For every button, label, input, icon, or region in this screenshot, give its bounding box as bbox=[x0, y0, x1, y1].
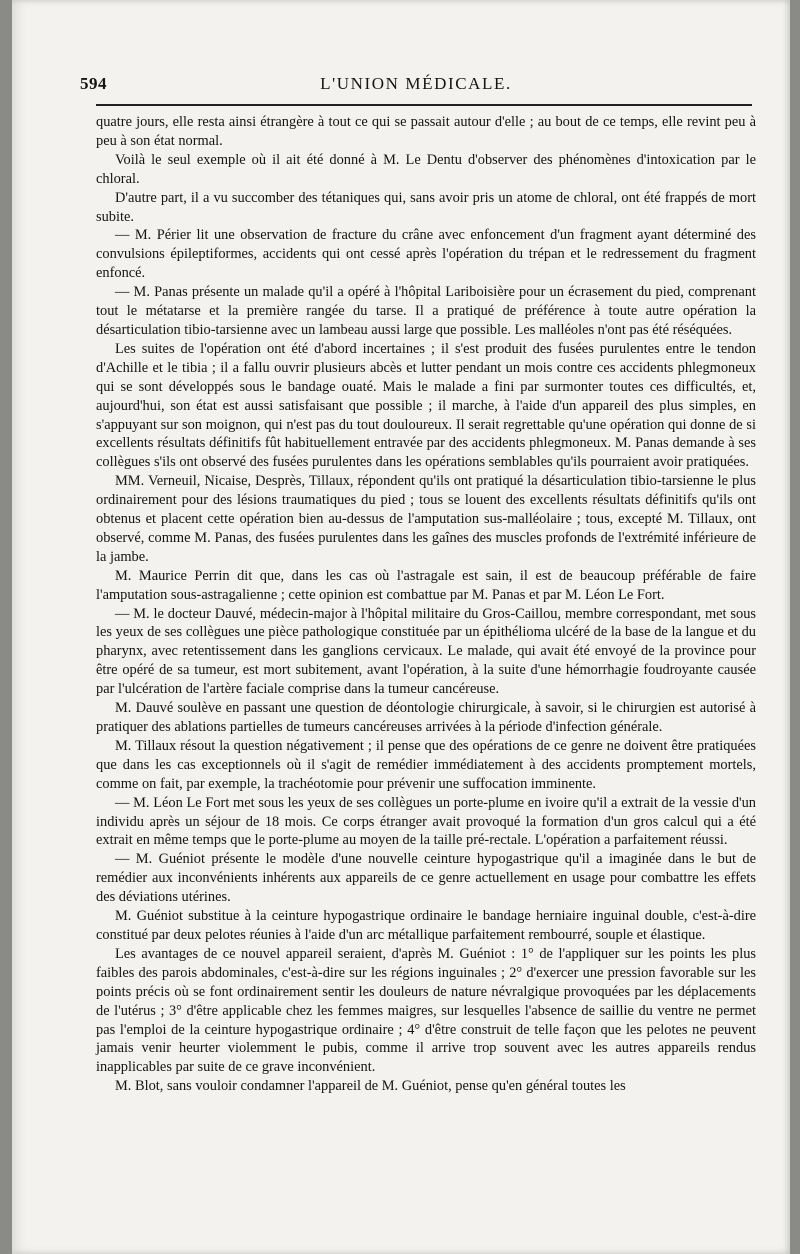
paragraph: M. Guéniot substitue à la ceinture hypogastrique ordinaire le bandage herniaire inguinal double, c'est-à-dire constitué par deux pelotes réunies à l'aide d'un arc métallique parfaitement rembourré, souple et élastique. bbox=[96, 908, 756, 943]
body-text bbox=[96, 113, 756, 1096]
paragraph: M. Blot, sans vouloir condamner l'appareil de M. Guéniot, pense qu'en général toutes les bbox=[115, 1078, 626, 1095]
header-rule bbox=[96, 104, 752, 106]
paragraph: MM. Verneuil, Nicaise, Desprès, Tillaux, répondent qu'ils ont pratiqué la désarticulation tibio-tarsienne le plus ordinairement pour des lésions traumatiques du pied ; tous se louent des excellents résultats définitifs qu'ils ont obtenus et placent cette opération bien au-dessus de l'amputation sus-malléolaire ; tous, excepté M. Tillaux, ont observé, comme M. Panas, des fusées purulentes dans les gaînes des muscles profonds de l'extrémité inférieure de la jambe. bbox=[96, 473, 756, 565]
page-header bbox=[80, 68, 752, 102]
paragraph: Les avantages de ce nouvel appareil seraient, d'après M. Guéniot : 1° de l'appliquer sur les points les plus faibles des parois abdominales, c'est-à-dire sur les régions inguinales ; 2° d'exercer une pression favorable sur les points précis où se font ordinairement sentir les douleurs de nature névralgique provoquées par les déplacements de l'utérus ; 3° d'être applicable chez les femmes maigres, sur lesquelles l'absence de saillie du ventre ne permet pas l'emploi de la ceinture hypogastrique ordinaire ; 4° d'être construit de telle façon que les pelotes ne peuvent jamais venir heurter violemment le pubis, comme il arrive trop souvent avec les autres appareils rendus inapplicables par suite de ce grave inconvénient. bbox=[96, 945, 756, 1076]
paragraph: — M. Périer lit une observation de fracture du crâne avec enfoncement d'un fragment ayant déterminé des convulsions épileptiformes, accidents qui ont cessé après l'opération du trépan et le redressement du fragment enfoncé. bbox=[96, 227, 756, 282]
paragraph: M. Tillaux résout la question négativement ; il pense que des opérations de ce genre ne doivent être pratiquées que dans les cas exceptionnels où il s'agit de remédier immédiatement à des accidents promptement mortels, comme on fait, par exemple, la trachéotomie pour prévenir une suffocation imminente. bbox=[96, 737, 756, 792]
page-number: 594 bbox=[80, 74, 107, 93]
running-title: L'UNION MÉDICALE. bbox=[320, 74, 512, 93]
paragraph: D'autre part, il a vu succomber des tétaniques qui, sans avoir pris un atome de chloral, ont été frappés de mort subite. bbox=[96, 189, 756, 225]
paragraph: quatre jours, elle resta ainsi étrangère à tout ce qui se passait autour d'elle ; au bout de ce temps, elle revint peu à peu à son état normal. bbox=[96, 114, 756, 149]
paragraph: — M. le docteur Dauvé, médecin-major à l'hôpital militaire du Gros-Caillou, membre correspondant, met sous les yeux de ses collègues une pièce pathologique constituée par un épithélioma ulcéré de la base de la langue et du pharynx, avec retentissement dans les ganglions cervicaux. Le malade, qui avait été envoyé de la province pour être opéré de sa tumeur, est mort subitement, avant l'opération, à la suite d'une hémorrhagie foudroyante causée par l'ulcération de l'artère faciale comprise dans la tumeur cancéreuse. bbox=[96, 605, 756, 698]
paragraph: — M. Léon Le Fort met sous les yeux de ses collègues un porte-plume en ivoire qu'il a extrait de la vessie d'un individu après un séjour de 18 mois. Ce corps étranger avait provoqué la formation d'un gros calcul qui a été extrait en même temps que le porte-plume au moyen de la taille pré-rectale. L'opération a parfaitement réussi. bbox=[96, 794, 756, 849]
paragraph: Voilà le seul exemple où il ait été donné à M. Le Dentu d'observer des phénomènes d'intoxication par le chloral. bbox=[96, 151, 756, 187]
paragraph: M. Maurice Perrin dit que, dans les cas où l'astragale est sain, il est de beaucoup préférable de faire l'amputation sous-astragalienne ; cette opinion est combattue par M. Panas et par M. Léon Le Fort. bbox=[96, 567, 756, 603]
paragraph: M. Dauvé soulève en passant une question de déontologie chirurgicale, à savoir, si le chirurgien est autorisé à pratiquer des ablations partielles de tumeurs cancéreuses arrivées à la période d'infection générale. bbox=[96, 700, 756, 735]
paragraph: Les suites de l'opération ont été d'abord incertaines ; il s'est produit des fusées purulentes entre le tendon d'Achille et le tibia ; il a fallu ouvrir plusieurs abcès et lutter pendant un mois contre ces accidents phlegmoneux qui se sont développés sous le bandage ouaté. Mais le malade a fini par surmonter toutes ces difficultés, et, aujourd'hui, son état est aussi satisfaisant que possible ; il marche, à l'aide d'un appareil des plus simples, en s'appuyant sur son moignon, qui n'est pas du tout douloureux. Il serait regrettable qu'une opération qui donne de si excellents résultats définitifs fût habituellement entravée par des accidents phlegmoneux. M. Panas demande à ses collègues s'ils ont observé des fusées purulentes dans les opérations semblables qu'ils pourraient avoir pratiquées. bbox=[96, 340, 756, 471]
paragraph: — M. Guéniot présente le modèle d'une nouvelle ceinture hypogastrique qu'il a imaginée dans le but de remédier aux inconvénients inhérents aux appareils de ce genre actuellement en usage pour combattre les effets des déviations utérines. bbox=[96, 851, 756, 906]
paragraph: — M. Panas présente un malade qu'il a opéré à l'hôpital Lariboisière pour un écrasement du pied, comprenant tout le métatarse et la première rangée du tarse. Il a pratiqué de préférence à toute autre opération la désarticulation tibio-tarsienne avec un lambeau aussi large que possible. Les malléoles n'ont pas été réséquées. bbox=[96, 284, 756, 338]
